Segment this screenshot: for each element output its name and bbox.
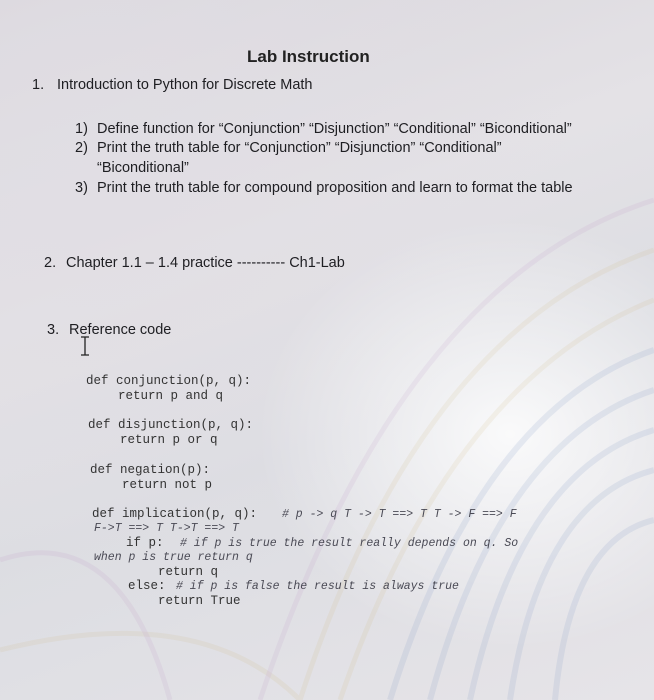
section-3-number: 3.	[47, 322, 60, 338]
code-conjunction-return: return p and q	[118, 389, 224, 403]
item-2-number: 2)	[75, 140, 88, 156]
section-2-heading: Chapter 1.1 – 1.4 practice ---------- Ch1-Lab	[66, 255, 345, 271]
item-3-text: Print the truth table for compound proposition and learn to format the table	[97, 180, 573, 196]
section-2-number: 2.	[44, 255, 57, 271]
item-2-continuation: “Biconditional”	[97, 160, 189, 176]
code-if-comment-cont: when p is true return q	[94, 551, 253, 564]
code-implication-comment: # p -> q T -> T ==> T T -> F ==> F	[282, 508, 517, 521]
code-return-true: return True	[158, 594, 241, 608]
code-implication-comment-cont: F->T ==> T T->T ==> T	[94, 522, 239, 535]
code-disjunction-return: return p or q	[120, 433, 218, 447]
item-1-text: Define function for “Conjunction” “Disjunction” “Conditional” “Biconditional”	[97, 121, 572, 137]
code-disjunction-def: def disjunction(p, q):	[88, 418, 254, 432]
code-if-line: if p:	[126, 536, 164, 550]
section-3-heading: Reference code	[69, 322, 172, 338]
code-implication-def: def implication(p, q):	[92, 507, 258, 521]
code-else-comment: # if p is false the result is always true	[176, 580, 459, 593]
code-negation-def: def negation(p):	[90, 463, 211, 477]
code-conjunction-def: def conjunction(p, q):	[86, 374, 252, 388]
code-negation-return: return not p	[122, 478, 213, 492]
item-2-text: Print the truth table for “Conjunction” “Disjunction” “Conditional”	[97, 140, 502, 156]
code-if-comment: # if p is true the result really depends on q. So	[180, 537, 519, 550]
section-1-heading: Introduction to Python for Discrete Math	[57, 77, 313, 93]
code-return-q: return q	[158, 565, 219, 579]
item-1-number: 1)	[75, 121, 88, 137]
text-cursor-icon	[78, 336, 92, 356]
item-3-number: 3)	[75, 180, 88, 196]
code-else-line: else:	[128, 579, 166, 593]
section-1-number: 1.	[32, 77, 45, 93]
page-title: Lab Instruction	[247, 47, 370, 66]
